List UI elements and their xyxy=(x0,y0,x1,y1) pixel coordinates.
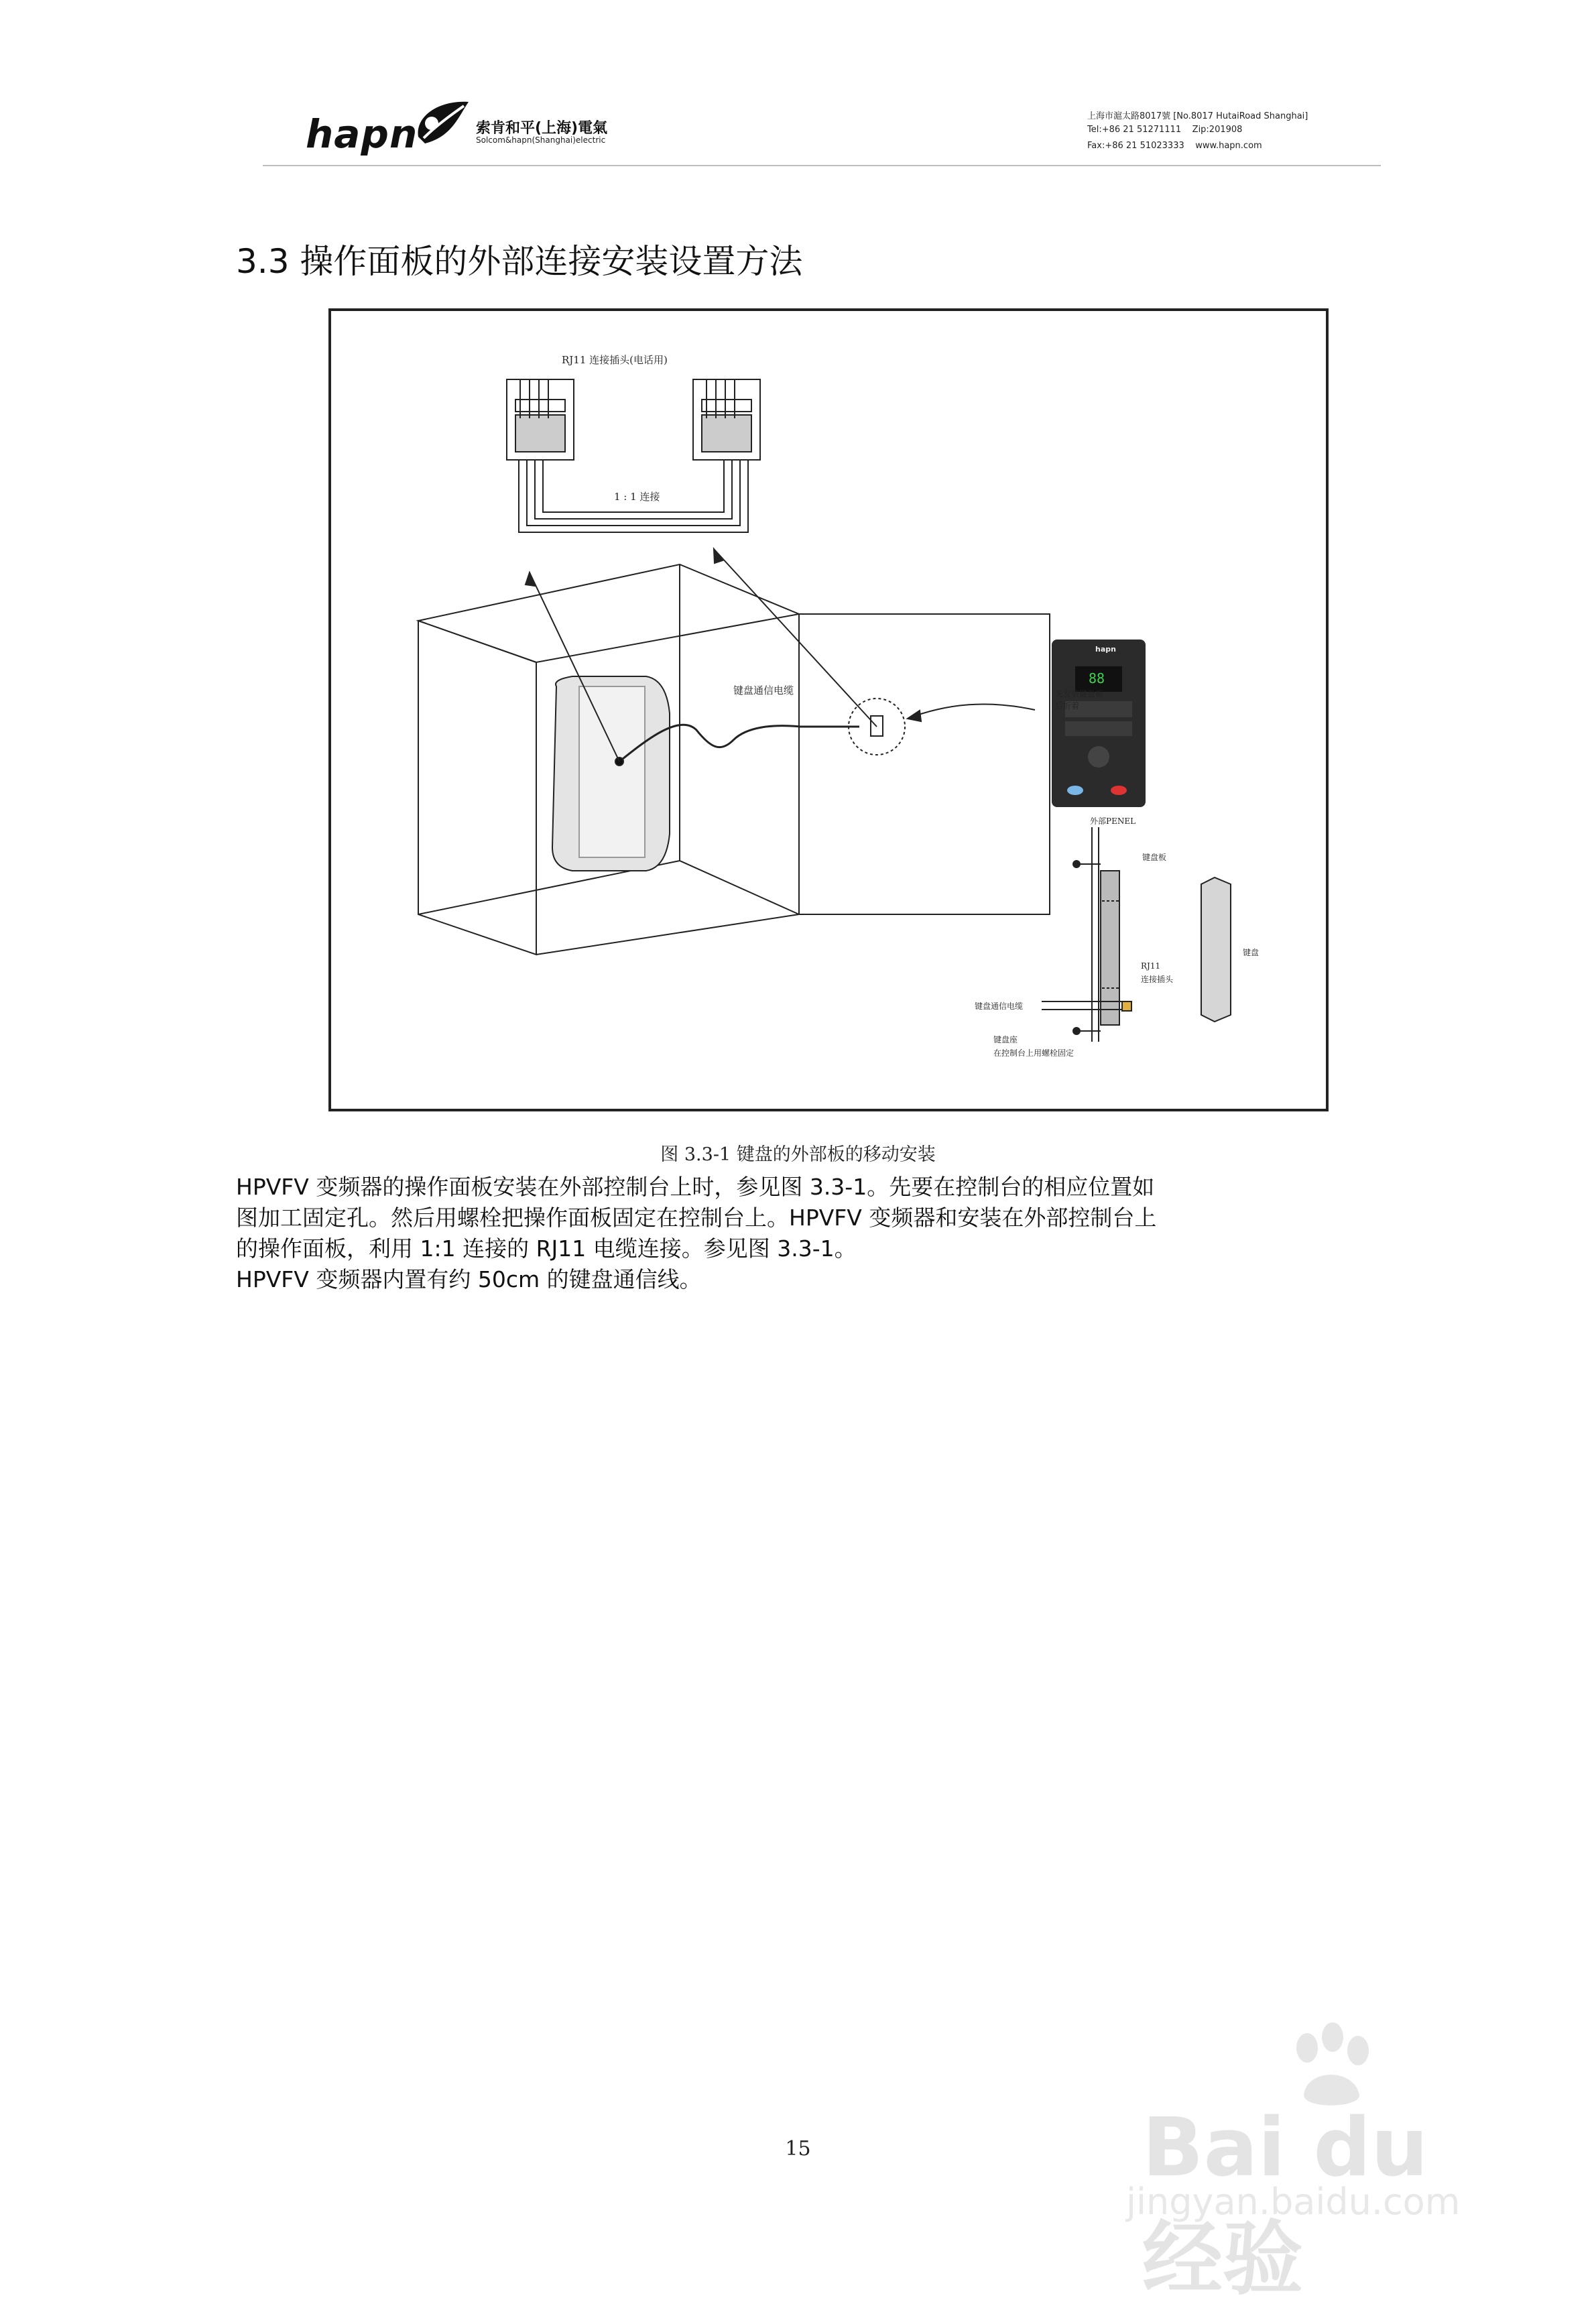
rj11-plug-label-2: 连接插头 xyxy=(1141,975,1174,984)
installation-figure xyxy=(328,308,1329,1111)
body-paragraph-line: HPVFV 变频器的操作面板安装在外部控制台上时，参见图 3.3-1。先要在控制台的相应位置如 xyxy=(236,1174,1155,1200)
figure-caption: 图 3.3-1 键盘的外部板的移动安装 xyxy=(660,1144,936,1165)
body-paragraph-line: HPVFV 变频器内置有约 50cm 的键盘通信线。 xyxy=(236,1266,702,1292)
fax-line: Fax:+86 21 51023333 www.hapn.com xyxy=(1087,141,1262,151)
base-label: 键盘座 xyxy=(993,1035,1018,1044)
watermark-url: jingyan.baidu.com xyxy=(1126,2181,1461,2223)
side-detail xyxy=(1042,827,1231,1042)
leaf-logo-icon xyxy=(412,97,472,149)
brand-logo-text: hapn xyxy=(306,111,418,157)
rj11-title-label: RJ11 连接插头(电话用) xyxy=(562,354,668,366)
one-to-one-label: 1 : 1 连接 xyxy=(614,491,660,503)
rj11-connector-right xyxy=(693,379,760,460)
watermark-brand: Bai du 经验 xyxy=(1142,2102,1428,2306)
body-text xyxy=(236,1172,1422,1295)
external-panel-label: 外部PENEL xyxy=(1090,816,1136,826)
body-paragraph-line: 的操作面板，利用 1:1 连接的 RJ11 电缆连接。参见图 3.3-1。 xyxy=(236,1235,857,1262)
company-name-cn: 索肯和平(上海)電氣 xyxy=(476,120,608,137)
phone-line: Tel:+86 21 51271111 Zip:201908 xyxy=(1087,125,1243,135)
company-name-en: Solcom&hapn(Shanghai)electric xyxy=(476,135,606,145)
address-line: 上海市滬太路8017號 [No.8017 HutaiRoad Shanghai] xyxy=(1087,111,1308,121)
panel-brand-label: hapn xyxy=(1095,645,1116,654)
body-paragraph-line: 图加工固定孔。然后用螺栓把操作面板固定在控制台上。HPVFV 变频器和安装在外部控制台上 xyxy=(236,1205,1157,1231)
watermark xyxy=(1126,2021,1501,2306)
rj11-connector-left xyxy=(507,379,574,460)
installation-diagram xyxy=(331,311,1326,1109)
keypad-device xyxy=(1052,640,1146,807)
cable-label: 键盘通信电缆 xyxy=(733,684,794,696)
page-number: 15 xyxy=(785,2137,811,2161)
install-first-label-2: 后折着 xyxy=(1055,701,1080,711)
page-header xyxy=(263,93,1381,168)
install-first-label: 先安装键盘板 xyxy=(1055,689,1104,698)
keyboard-board-label: 键盘板 xyxy=(1142,853,1167,862)
paw-icon xyxy=(1280,2021,1381,2115)
header-divider xyxy=(263,165,1381,166)
keyboard-label: 键盘 xyxy=(1243,948,1260,957)
base-label-2: 在控制台上用螺栓固定 xyxy=(993,1048,1075,1058)
cable-small-label: 键盘通信电缆 xyxy=(975,1001,1024,1011)
section-title: 3.3 操作面板的外部连接安装设置方法 xyxy=(236,242,803,281)
rj11-plug-label: RJ11 xyxy=(1141,961,1161,971)
panel-display: 88 xyxy=(1089,670,1105,686)
